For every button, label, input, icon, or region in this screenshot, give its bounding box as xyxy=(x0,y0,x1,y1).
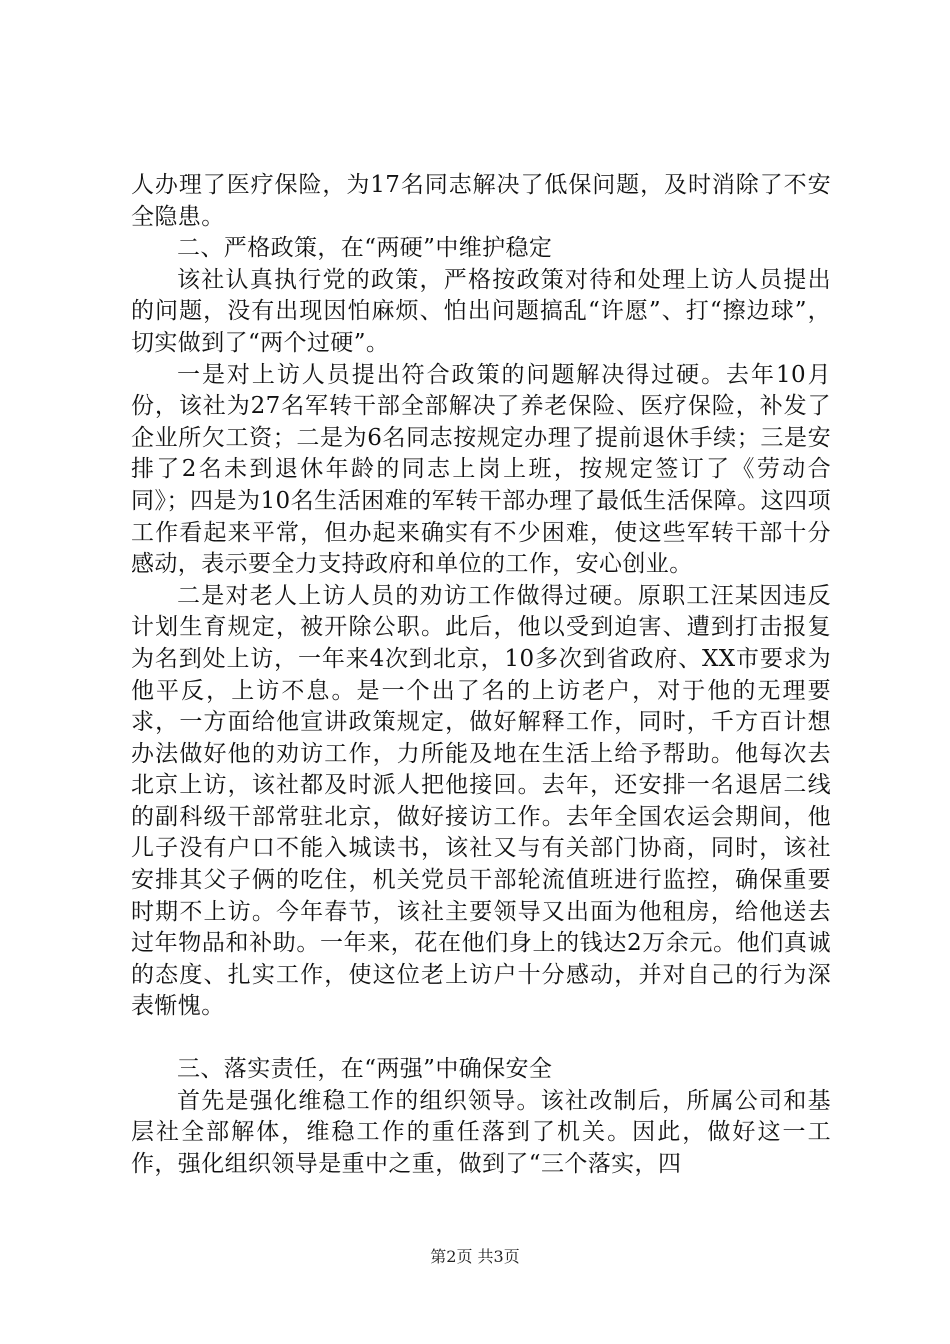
page-number-footer: 第2页 共3页 xyxy=(430,1247,520,1266)
paragraph: 首先是强化维稳工作的组织领导。该社改制后，所属公司和基层社全部解体，维稳工作的重任落到了机关。因此，做好这一工作，强化组织领导是重中之重，做到了“三个落实，四 xyxy=(131,1087,831,1177)
document-body xyxy=(131,170,831,1180)
paragraph: 二是对老人上访人员的劝访工作做得过硬。原职工汪某因违反计划生育规定，被开除公职。此后，他以受到迫害、遭到打击报复为名到处上访，一年来4次到北京，10多次到省政府、XX市要求为他平反，上访不息。是一个出了名的上访老户，对于他的无理要求，一方面给他宣讲政策规定，做好解释工作，同时，千方百计想办法做好他的劝访工作，力所能及地在生活上给予帮助。他每次去北京上访，该社都及时派人把他接回。去年，还安排一名退居二线的副科级干部常驻北京，做好接访工作。去年全国农运会期间，他儿子没有户口不能入城读书，该社又与有关部门协商，同时，该社安排其父子俩的吃住，机关党员干部轮流值班进行监控，确保重要时期不上访。今年春节，该社主要领导又出面为他租房，给他送去过年物品和补助。一年来，花在他们身上的钱达2万余元。他们真诚的态度、扎实工作，使这位老上访户十分感动，并对自己的行为深表惭愧。 xyxy=(131,582,831,1020)
section-heading-3: 三、落实责任，在“两强”中确保安全 xyxy=(177,1056,553,1083)
paragraph-continued: 人办理了医疗保险，为17名同志解决了低保问题，及时消除了不安全隐患。 xyxy=(131,172,831,230)
paragraph: 一是对上访人员提出符合政策的问题解决得过硬。去年10月份，该社为27名军转干部全部解决了养老保险、医疗保险，补发了企业所欠工资；二是为6名同志按规定办理了提前退休手续；三是安排了2名未到退休年龄的同志上岗上班，按规定签订了《劳动合同》；四是为10名生活困难的军转干部办理了最低生活保障。这四项工作看起来平常，但办起来确实有不少困难，使这些军转干部十分感动，表示要全力支持政府和单位的工作，安心创业。 xyxy=(131,361,831,578)
section-heading-2: 二、严格政策，在“两硬”中维护稳定 xyxy=(177,235,553,262)
paragraph: 该社认真执行党的政策，严格按政策对待和处理上访人员提出的问题，没有出现因怕麻烦、怕出问题搞乱“许愿”、打“擦边球”，切实做到了“两个过硬”。 xyxy=(131,266,831,356)
